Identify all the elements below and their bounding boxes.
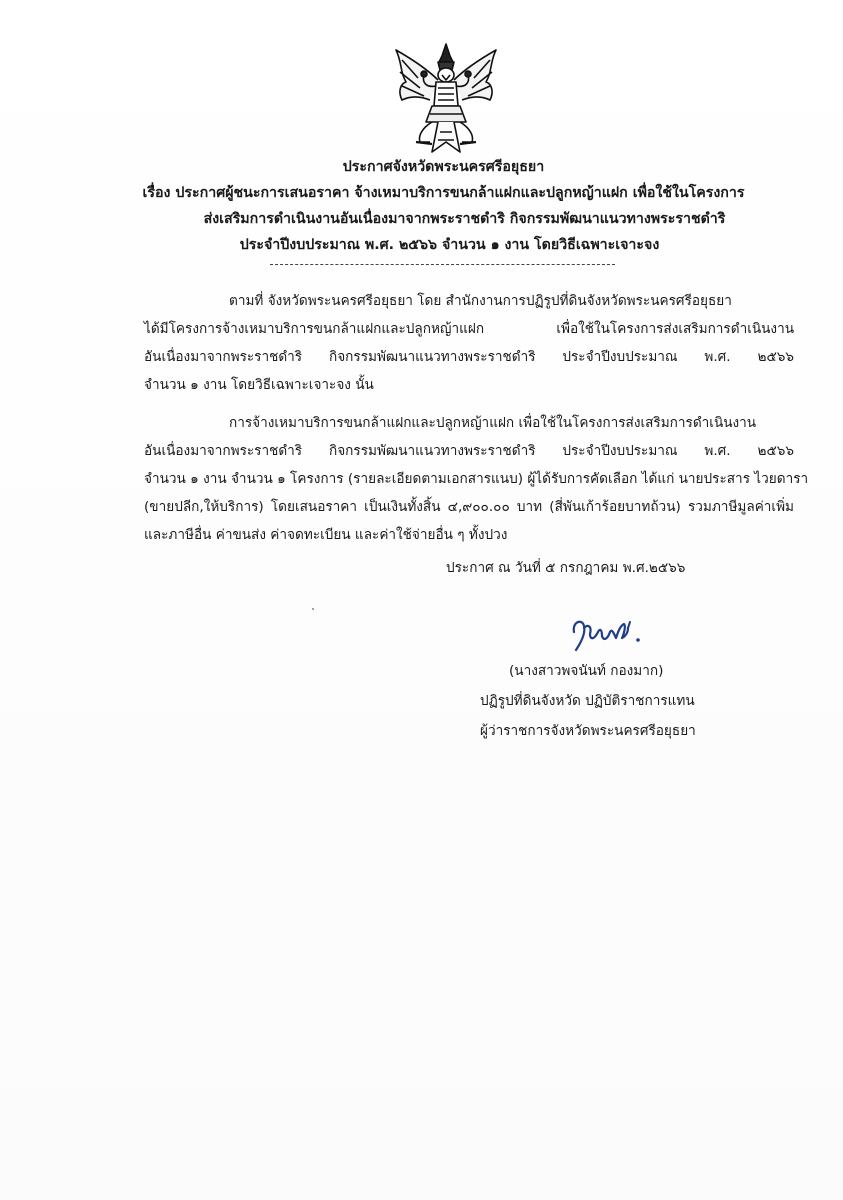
separator-line — [270, 264, 615, 265]
para1-line-2: ได้มีโครงการจ้างเหมาบริการขนกล้าแฝกและปลูกหญ้าแฝก เพื่อใช้ในโครงการส่งเสริมการดำเนินงาน — [144, 321, 794, 337]
para2-line-4: (ขายปลีก,ให้บริการ) โดยเสนอราคา เป็นเงินทั้งสิ้น ๔,๙๐๐.๐๐ บาท (สี่พันเก้าร้อยบาทถ้วน) รวมภาษีมูลค่าเพิ่ม — [144, 499, 794, 515]
para1-line-3: อันเนื่องมาจากพระราชดำริ กิจกรรมพัฒนาแนวทางพระราชดำริ ประจำปีงบประมาณ พ.ศ. ๒๕๖๖ — [144, 349, 794, 365]
signatory-position-2: ผู้ว่าราชการจังหวัดพระนครศรีอยุธยา — [480, 723, 696, 739]
signatory-position-1: ปฏิรูปที่ดินจังหวัด ปฏิบัติราชการแทน — [480, 693, 695, 709]
subject-line-3: ประจำปีงบประมาณ พ.ศ. ๒๕๖๖ จำนวน ๑ งาน โดยวิธีเฉพาะเจาะจง — [239, 237, 660, 253]
signatory-name: (นางสาวพจนันท์ กองมาก) — [509, 663, 664, 679]
subject-line-1: เรื่อง ประกาศผู้ชนะการเสนอราคา จ้างเหมาบริการขนกล้าแฝกและปลูกหญ้าแฝก เพื่อใช้ในโครงการ — [142, 185, 745, 201]
para1-line-4: จำนวน ๑ งาน โดยวิธีเฉพาะเจาะจง นั้น — [144, 377, 374, 393]
announce-date: ประกาศ ณ วันที่ ๕ กรกฎาคม พ.ศ.๒๕๖๖ — [446, 560, 686, 576]
para2-line-1: การจ้างเหมาบริการขนกล้าแฝกและปลูกหญ้าแฝก เพื่อใช้ในโครงการส่งเสริมการดำเนินงาน — [229, 415, 757, 431]
para2-line-2: อันเนื่องมาจากพระราชดำริ กิจกรรมพัฒนาแนวทางพระราชดำริ ประจำปีงบประมาณ พ.ศ. ๒๕๖๖ — [144, 443, 794, 459]
garuda-emblem-icon — [392, 42, 500, 160]
subject-line-2: ส่งเสริมการดำเนินงานอันเนื่องมาจากพระราชดำริ กิจกรรมพัฒนาแนวทางพระราชดำริ — [203, 211, 726, 227]
scan-speck — [312, 608, 314, 610]
para2-line-5: และภาษีอื่น ค่าขนส่ง ค่าจดทะเบียน และค่าใช้จ่ายอื่น ๆ ทั้งปวง — [144, 527, 508, 543]
document-title: ประกาศจังหวัดพระนครศรีอยุธยา — [342, 159, 545, 175]
para1-line-1: ตามที่ จังหวัดพระนครศรีอยุธยา โดย สำนักงานการปฏิรูปที่ดินจังหวัดพระนครศรีอยุธยา — [229, 293, 732, 309]
para2-line-3: จำนวน ๑ งาน จำนวน ๑ โครงการ (รายละเอียดตามเอกสารแนบ) ผู้ได้รับการคัดเลือก ได้แก่ นายประสาร ไวยดารา — [144, 471, 809, 487]
handwritten-signature-icon — [570, 614, 652, 656]
